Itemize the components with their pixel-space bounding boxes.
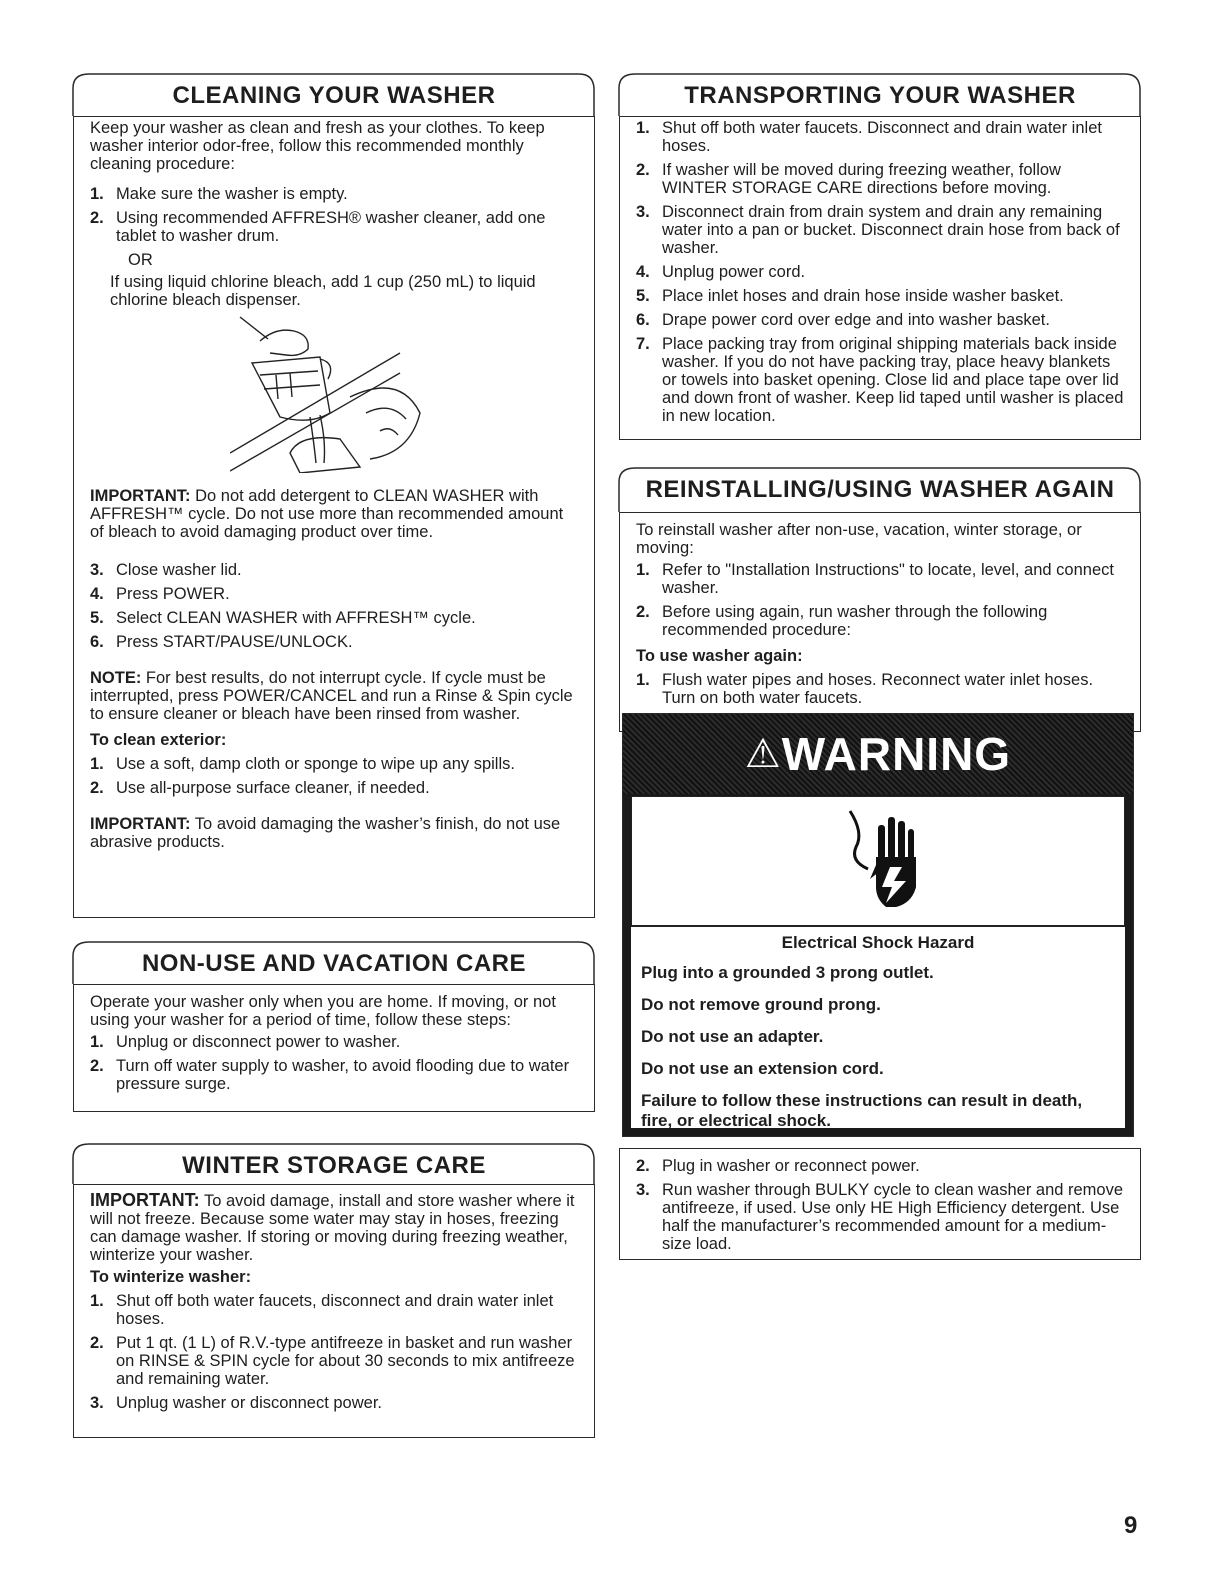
warning-line: Failure to follow these instructions can result in death, fire, or electrical shock. [641, 1091, 1083, 1130]
winter-title: WINTER STORAGE CARE [182, 1152, 486, 1179]
warning-text-panel [631, 926, 1125, 1128]
list-item: 1. Unplug or disconnect power to washer. [90, 1033, 401, 1051]
warning-banner [623, 714, 1133, 794]
list-item: 2. Use all-purpose surface cleaner, if needed. [90, 779, 430, 797]
list-item: 2. Plug in washer or reconnect power. [636, 1157, 920, 1175]
warning-line: Do not use an extension cord. [641, 1059, 884, 1078]
warning-triangle-icon: ⚠ [744, 732, 782, 776]
list-item: 7. Place packing tray from original shipping materials back inside washer. If you do not have packing tray, place heavy blankets or towels into basket opening. Close lid and place tape over lid and down front of washer. Keep lid taped until washer is placed in new location. [636, 335, 1124, 425]
list-item: 2. If washer will be moved during freezing weather, follow WINTER STORAGE CARE directions before moving. [636, 161, 1061, 197]
list-item: 2. Before using again, run washer through the following recommended procedure: [636, 603, 1048, 639]
cleaning-steps-b [90, 561, 578, 651]
winterize-heading: To winterize washer: [90, 1268, 252, 1286]
list-item: 5. Place inlet hoses and drain hose inside washer basket. [636, 287, 1064, 305]
winter-body [73, 1184, 595, 1438]
list-item: 3. Run washer through BULKY cycle to clean washer and remove antifreeze, if used. Use only HE High Efficiency detergent. Use half the manufacturer’s recommended amount for a medium-size load. [636, 1181, 1124, 1253]
reinstall-body [619, 512, 1141, 732]
list-item: 3. Disconnect drain from drain system and drain any remaining water into a pan or bucket. Disconnect drain hose from back of washer. [636, 203, 1120, 257]
list-item: 6. Press START/PAUSE/UNLOCK. [90, 633, 353, 651]
transport-body [619, 116, 1141, 440]
list-item: 1. Shut off both water faucets, disconnect and drain water inlet hoses. [90, 1292, 554, 1328]
list-item: 3. Close washer lid. [90, 561, 242, 579]
list-item: 5. Select CLEAN WASHER with AFFRESH™ cycle. [90, 609, 476, 627]
nonuse-intro: Operate your washer only when you are home. If moving, or not using your washer for a period of time, follow these steps: [90, 993, 556, 1029]
cleaning-title: CLEANING YOUR WASHER [172, 82, 496, 109]
list-item: 4. Press POWER. [90, 585, 230, 603]
use-again-heading: To use washer again: [636, 647, 803, 665]
list-item: 4. Unplug power cord. [636, 263, 806, 281]
list-item: 1. Refer to "Installation Instructions" to locate, level, and connect washer. [636, 561, 1114, 597]
warning-line: Do not use an adapter. [641, 1027, 824, 1046]
exterior-steps [90, 755, 578, 797]
reinstall-steps [636, 561, 1124, 639]
warning-icon-panel [631, 796, 1125, 926]
cleaning-important-2: IMPORTANT: To avoid damaging the washer’s finish, do not use abrasive products. [90, 815, 561, 851]
list-item: 2. Put 1 qt. (1 L) of R.V.-type antifreeze in basket and run washer on RINSE & SPIN cycle for about 30 seconds to mix antifreeze and remaining water. [90, 1334, 575, 1388]
cleaning-body [73, 116, 595, 918]
warning-banner-text: WARNING [781, 728, 1012, 780]
list-item: 1. Flush water pipes and hoses. Reconnect water inlet hoses. Turn on both water faucets. [636, 671, 1094, 707]
winter-section [73, 1142, 595, 1438]
list-item: 1. Make sure the washer is empty. [90, 185, 348, 203]
use-again-steps-a [636, 671, 1124, 707]
continued-steps-section [619, 1148, 1141, 1260]
transport-steps [636, 119, 1124, 425]
reinstall-title: REINSTALLING/USING WASHER AGAIN [645, 476, 1115, 503]
continued-steps-body [619, 1148, 1141, 1260]
list-item: 2. Using recommended AFFRESH® washer cleaner, add one tablet to washer drum. [90, 209, 546, 245]
warning-line: Plug into a grounded 3 prong outlet. [641, 963, 934, 982]
list-item: 6. Drape power cord over edge and into washer basket. [636, 311, 1050, 329]
nonuse-title: NON-USE AND VACATION CARE [141, 950, 527, 977]
cleaning-note: NOTE: For best results, do not interrupt cycle. If cycle must be interrupted, press POWER/CANCEL and run a Rinse & Spin cycle to ensure cleaner or bleach have been rinsed from washer. [90, 669, 573, 723]
exterior-heading: To clean exterior: [90, 731, 227, 749]
cleaning-steps-a [90, 185, 578, 245]
warning-box [622, 713, 1134, 1137]
winter-important: IMPORTANT: To avoid damage, install and store washer where it will not freeze. Because some water may stay in hoses, freezing can damage washer. If storing or moving during freezing weather, winterize your washer. [90, 1190, 575, 1264]
nonuse-section [73, 940, 595, 1112]
list-item: 1. Use a soft, damp cloth or sponge to wipe up any spills. [90, 755, 515, 773]
bleach-pouring-illustration [230, 313, 440, 473]
list-item: 1. Shut off both water faucets. Disconnect and drain water inlet hoses. [636, 119, 1102, 155]
cleaning-important-1: IMPORTANT: Do not add detergent to CLEAN WASHER with AFFRESH™ cycle. Do not use more than recommended amount of bleach to avoid damaging product over time. [90, 487, 564, 541]
transport-title: TRANSPORTING YOUR WASHER [684, 82, 1076, 109]
transport-section [619, 72, 1141, 440]
reinstall-intro: To reinstall washer after non-use, vacation, winter storage, or moving: [636, 521, 1082, 557]
warning-line: Do not remove ground prong. [641, 995, 881, 1014]
nonuse-body [73, 984, 595, 1112]
hazard-title: Electrical Shock Hazard [781, 933, 975, 952]
nonuse-steps [90, 1033, 578, 1093]
page-number: 9 [1124, 1512, 1138, 1539]
list-item: 2. Turn off water supply to washer, to avoid flooding due to water pressure surge. [90, 1057, 570, 1093]
or-text: OR [128, 251, 153, 269]
use-again-steps-b [636, 1157, 1124, 1253]
cleaning-section [73, 72, 595, 918]
electrical-shock-hand-icon [846, 807, 926, 917]
cleaning-intro: Keep your washer as clean and fresh as your clothes. To keep washer interior odor-free, follow this recommended monthly cleaning procedure: [90, 119, 545, 173]
reinstall-section [619, 466, 1141, 732]
list-item: 3. Unplug washer or disconnect power. [90, 1394, 382, 1412]
winter-steps [90, 1292, 578, 1412]
bleach-text: If using liquid chlorine bleach, add 1 cup (250 mL) to liquid chlorine bleach dispenser. [110, 273, 536, 309]
